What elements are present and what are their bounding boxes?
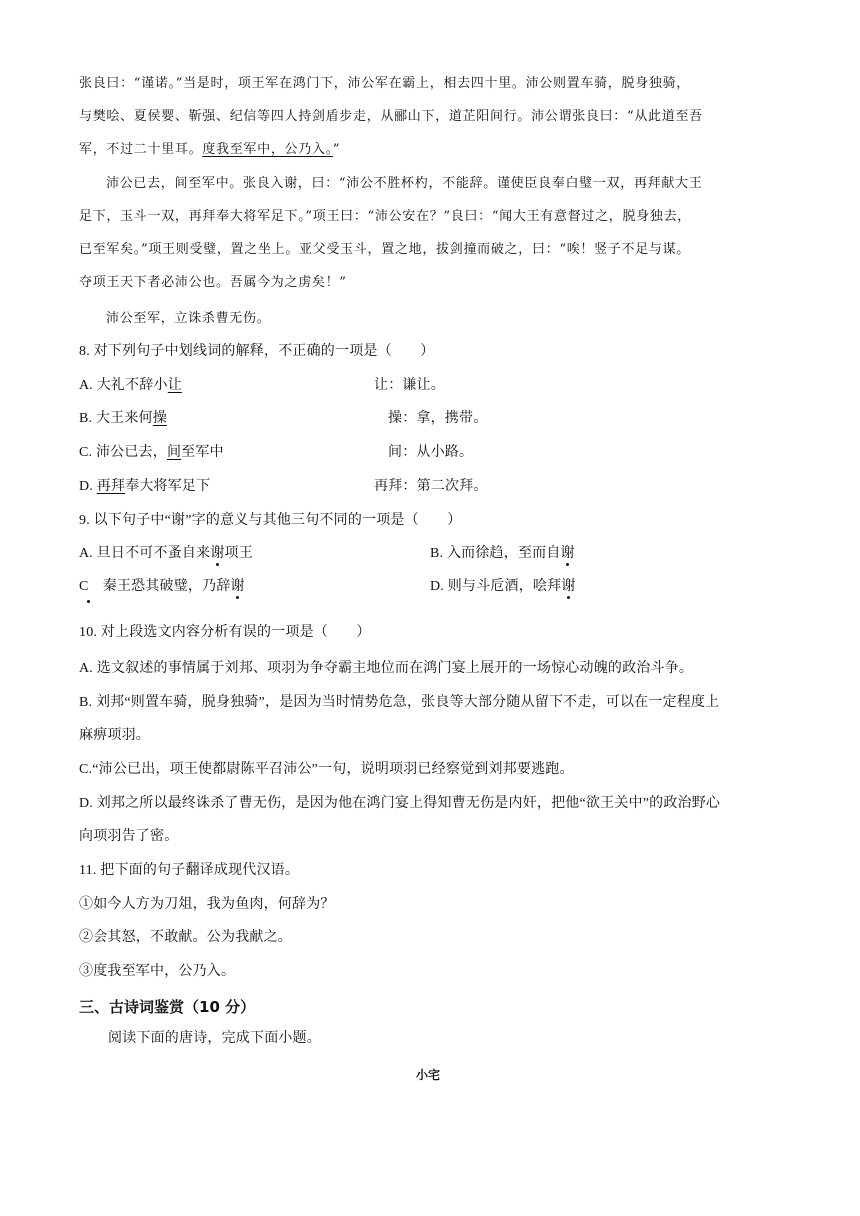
dotted-word: 再拜 [188,209,217,224]
q8-option-c-explanation: 间：从小路。 [388,445,474,460]
q9-option-d [430,577,576,597]
q9-option-b [430,544,575,564]
dotted-character: 谢 [210,546,225,561]
passage-text: 奉大将军足下。”项王曰：“沛公安在？”良曰：“闻大王有意督过之，脱身独去， [216,209,691,224]
passage-line [79,207,691,227]
passage-text: 足下，玉斗一双， [79,209,189,224]
underlined-word: 操 [152,411,167,426]
q8-option-b [79,409,167,429]
q11-sentence-1: ①如今人方为刀俎，我为鱼肉，何辞为？ [79,897,335,912]
emphasis-dot [87,600,90,603]
underlined-word: 间 [166,445,182,460]
option-text: A. 旦日不可不蚤自来 [79,546,211,561]
option-text: 奉大将军足下 [125,479,211,494]
question-11-stem: 11. 把下面的句子翻译成现代汉语。 [79,863,300,878]
q8-option-c [79,443,224,463]
section-intro: 阅读下面的唐诗，完成下面小题。 [108,1031,321,1046]
option-text: D. 则与斗卮酒，哙拜 [430,579,562,594]
q10-option-b: B. 刘邦“则置车骑，脱身独骑”，是因为当时情势危急，张良等大部分随从留下不走，可以在一定程度上 [79,695,720,710]
option-text: C. 沛公已去， [79,445,167,460]
option-text: D. [79,479,97,494]
passage-line: 沛公至军，立诛杀曹无伤。 [106,311,271,326]
q9-option-a [79,544,253,564]
q9-option-c [79,577,245,597]
q10-option-d: D. 刘邦之所以最终诛杀了曹无伤，是因为他在鸿门宴上得知曹无伤是内奸，把他“欲王关中”的政治野心 [79,796,721,811]
option-text: 至军中 [181,445,224,460]
q10-option-b-cont: 麻痹项羽。 [79,728,150,743]
option-text: B. 入而徐趋，至而自 [430,546,561,561]
passage-text: ” [332,142,341,157]
passage-line: 沛公已去，间至军中。张良入谢，曰：“沛公不胜杯杓，不能辞。谨使臣良奉白璧一双，再拜献大王 [106,176,703,191]
dotted-character: 谢 [561,579,576,594]
passage-line: 已至军矣。”项王则受璧，置之坐上。亚父受玉斗，置之地，拔剑撞而破之，曰：“唉！竖子不足与谋。 [79,242,690,257]
question-8-stem: 8. 对下列句子中划线词的解释，不正确的一项是（ ） [79,344,435,359]
option-text: C 秦王恐其破璧，乃辞 [79,579,231,594]
q8-option-a [79,376,182,396]
q8-option-b-explanation: 操：拿，携带。 [388,411,488,426]
underlined-word: 再拜 [96,479,126,494]
q8-option-d-explanation: 再拜：第二次拜。 [374,479,488,494]
q10-option-c: C.“沛公已出，项王使都尉陈平召沛公”一句，说明项羽已经察觉到刘邦要逃跑。 [79,762,574,777]
passage-line: 夺项王天下者必沛公也。吾属今为之虏矣！” [79,275,347,290]
q11-sentence-3: ③度我至军中，公乃入。 [79,964,236,979]
q8-option-d [79,477,210,497]
passage-line [79,140,340,160]
poem-title: 小宅 [416,1068,441,1082]
dotted-character: 谢 [560,546,575,561]
option-text: B. 大王来何 [79,411,153,426]
dotted-character: 谢 [230,579,245,594]
underlined-word: 让 [167,378,182,393]
passage-line: 与樊哙、夏侯婴、靳强、纪信等四人持剑盾步走，从郦山下，道芷阳间行。沛公谓张良曰：“从此道至吾 [79,109,703,124]
q10-option-d-cont: 向项羽告了密。 [79,829,179,844]
option-text: A. 大礼不辞小 [79,378,168,393]
underlined-sentence: 度我至军中，公乃入。 [202,142,333,157]
question-10-stem: 10. 对上段选文内容分析有误的一项是（ ） [79,625,371,640]
passage-line: 张良曰：“谨诺。”当是时，项王军在鸿门下，沛公军在霸上，相去四十里。沛公则置车骑，脱身独骑， [79,76,690,91]
q11-sentence-2: ②会其怒，不敢献。公为我献之。 [79,930,292,945]
passage-text: 军，不过二十里耳。 [79,142,203,157]
section-title: 三、古诗词鉴赏（10 分） [79,998,256,1016]
q8-option-a-explanation: 让：谦让。 [374,378,445,393]
option-text: 项王 [224,546,253,561]
q10-option-a: A. 选文叙述的事情属于刘邦、项羽为争夺霸主地位而在鸿门宴上展开的一场惊心动魄的政治斗争。 [79,661,694,676]
question-9-stem: 9. 以下句子中“谢”字的意义与其他三句不同的一项是（ ） [79,513,462,528]
